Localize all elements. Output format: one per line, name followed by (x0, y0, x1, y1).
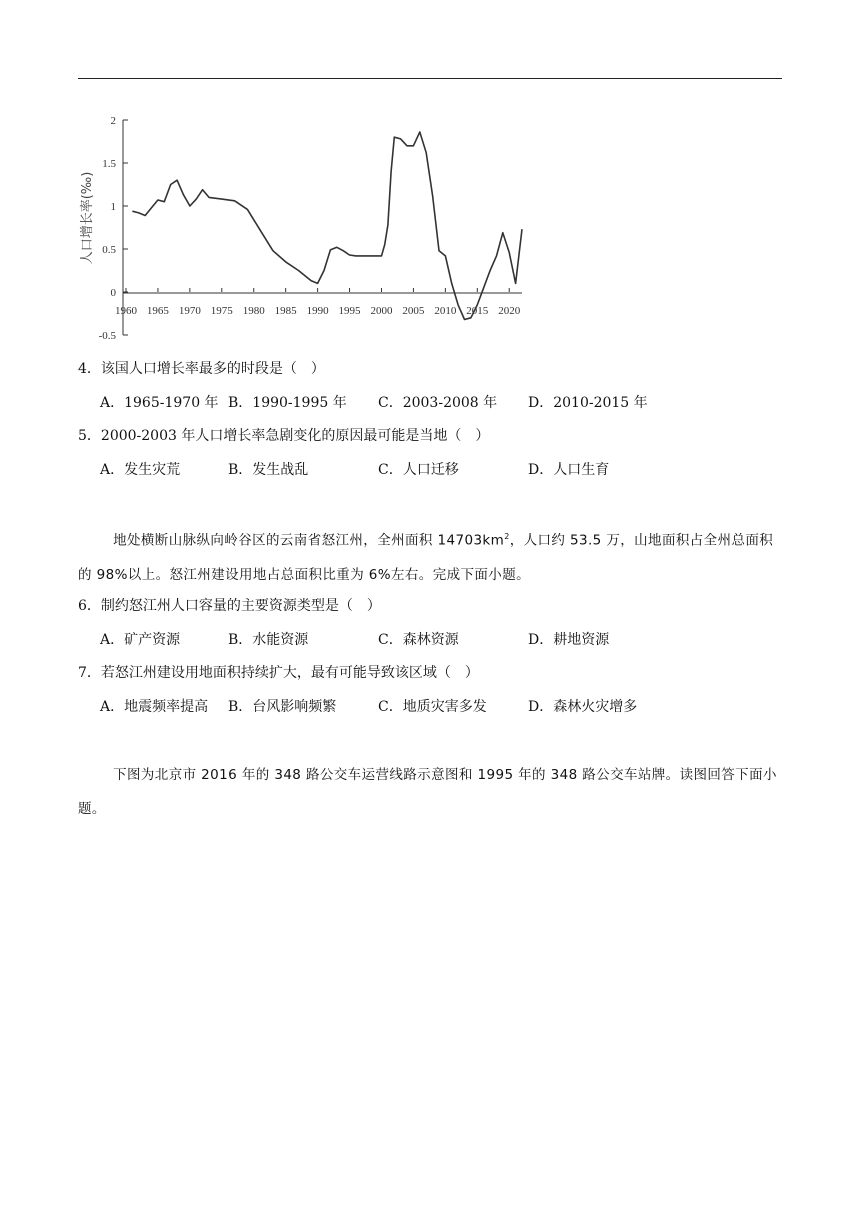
x-tick-label: 1960 (115, 305, 137, 317)
x-tick-label: 2000 (370, 305, 393, 317)
question-4-stem: 4．该国人口增长率最多的时段是（ ） (78, 361, 325, 377)
x-tick-label: 1980 (242, 305, 265, 317)
q6-option-c: C．森林资源 (378, 632, 459, 648)
q5-option-a: A．发生灾荒 (100, 462, 181, 478)
q7-option-d: D．森林火灾增多 (528, 699, 638, 715)
q5-option-c: C．人口迁移 (378, 462, 459, 478)
q5-option-d: D．人口生育 (528, 462, 610, 478)
y-tick-label: 2 (110, 115, 116, 127)
x-tick-label: 2010 (434, 305, 457, 317)
passage-nujiang (78, 520, 782, 592)
y-tick-label: 0 (110, 287, 116, 299)
q6-option-b: B．水能资源 (228, 632, 309, 648)
x-tick-label: 1995 (338, 305, 361, 317)
x-tick-label: 1990 (306, 305, 329, 317)
growth-rate-line (132, 132, 522, 320)
q4-option-d: D．2010-2015 年 (528, 395, 648, 411)
question-6-stem: 6．制约怒江州人口容量的主要资源类型是（ ） (78, 598, 381, 614)
question-5-stem: 5．2000-2003 年人口增长率急剧变化的原因最可能是当地（ ） (78, 428, 490, 444)
q6-option-d: D．耕地资源 (528, 632, 610, 648)
q4-option-b: B．1990-1995 年 (228, 395, 347, 411)
q6-option-a: A．矿产资源 (100, 632, 181, 648)
y-axis-label: 人口增长率(‰) (80, 171, 95, 265)
passage-nujiang-before: 地处横断山脉纵向岭谷区的云南省怒江州，全州面积 14703km (113, 532, 505, 549)
y-tick-label: 1.5 (102, 158, 116, 170)
q4-option-a: A．1965-1970 年 (100, 395, 219, 411)
y-tick-label: 0.5 (102, 244, 116, 256)
x-tick-label: 2015 (466, 305, 489, 317)
y-tick-label: 1 (110, 201, 116, 213)
passage-nujiang-sup: 2 (504, 532, 510, 541)
x-tick-label: 1975 (210, 305, 233, 317)
passage-beijing-bus: 下图为北京市 2016 年的 348 路公交车运营线路示意图和 1995 年的 348 路公交车站牌。读图回答下面小题。 (78, 767, 777, 817)
x-tick-label: 2005 (402, 305, 425, 317)
q4-option-c: C．2003-2008 年 (378, 395, 498, 411)
passage-nujiang-after: ，人口约 53.5 万，山地面积占全州总面积的 98%以上。怒江州建设用地占总面积比重为 6%左右。完成下面小题。 (78, 532, 774, 583)
x-tick-label: 1970 (178, 305, 201, 317)
q7-option-a: A．地震频率提高 (100, 699, 209, 715)
y-tick-label: -0.5 (98, 330, 116, 342)
x-tick-label: 1965 (146, 305, 169, 317)
q5-option-b: B．发生战乱 (228, 462, 309, 478)
x-tick-label: 2020 (498, 305, 521, 317)
header-rule (78, 78, 782, 79)
q7-option-b: B．台风影响频繁 (228, 699, 337, 715)
q7-option-c: C．地质灾害多发 (378, 699, 487, 715)
x-tick-label: 1985 (274, 305, 297, 317)
question-7-stem: 7．若怒江州建设用地面积持续扩大，最有可能导致该区域（ ） (78, 665, 479, 681)
population-growth-chart (70, 108, 540, 348)
